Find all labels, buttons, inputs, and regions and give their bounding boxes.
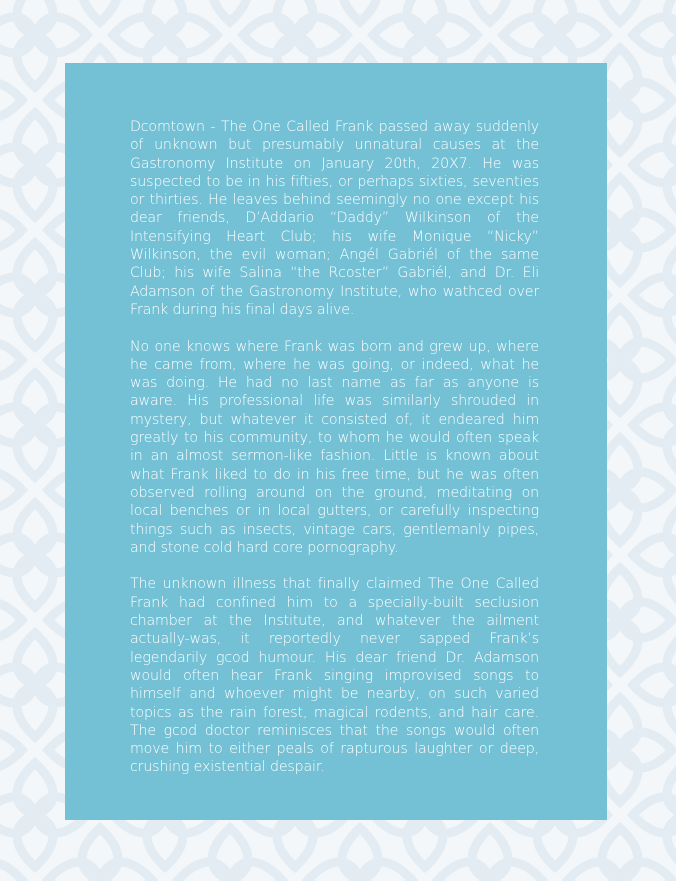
paragraph: Dcomtown - The One Called Frank passed away suddenly of unknown but presumably unnatural causes at the Gastronomy Institute on January 20th, 20X7. He was suspected to be in his fifties, or perhaps sixties, seventies or thirties. He leaves behind seemingly no one except his dear friends, D’Addario “Daddy” Wilkinson of the Intensifying Heart Club; his wife Monique “Nicky” Wilkinson, the evil woman; Angél Gabriél of the same Club; his wife Salina “the Rcoster” Gabriél, and Dr. Eli Adamson of the Gastronomy Institute, who wathced over Frank during his final days alive. xyxy=(130,119,539,318)
obituary-text xyxy=(130,118,539,795)
paragraph: The unknown illness that finally claimed The One Called Frank had confined him to a specially-built seclusion chamber at the Institute, and whatever the ailment actually-was, it reportedly never sapped Frank’s legendarily gcod humour. His dear friend Dr. Adamson would often hear Frank singing improvised songs to himself and whoever might be nearby, on such varied topics as the rain forest, magical rodents, and hair care. The gcod doctor reminisces that the songs would often move him to either peals of rapturous laughter or deep, crushing existential despair. xyxy=(130,576,539,776)
paragraph: No one knows where Frank was born and grew up, where he came from, where he was going, or indeed, what he was doing. He had no last name as far as anyone is aware. His professional life was similarly shrouded in mystery, but whatever it consisted of, it endeared him greatly to his community, to whom he would often speak in an almost sermon-like fashion. Little is known about what Frank liked to do in his free time, but he was often observed rolling around on the ground, meditating on local benches or in local gutters, or carefully inspecting things such as insects, vintage cars, gentlemanly pipes, and stone cold hard core pornography. xyxy=(130,338,539,556)
